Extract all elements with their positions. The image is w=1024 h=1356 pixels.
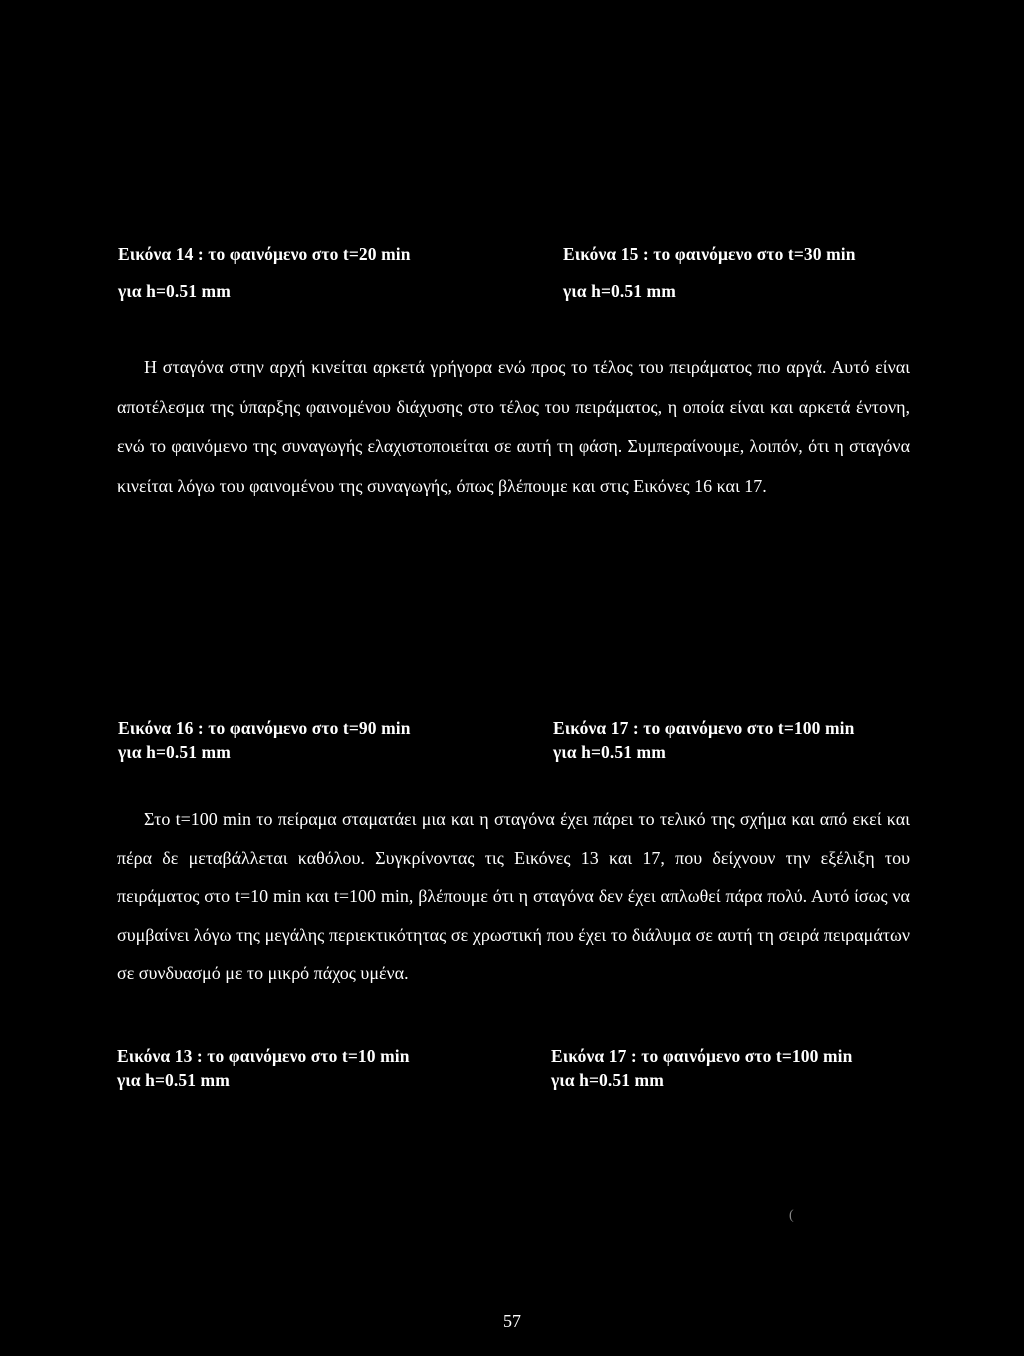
figure-15-caption-params: για h=0.51 mm (563, 281, 676, 301)
figure-14-caption-params: για h=0.51 mm (118, 281, 231, 301)
stray-mark: ( (789, 1208, 794, 1223)
figure-17-caption-params: για h=0.51 mm (553, 742, 666, 762)
figure-17-caption-title: Εικόνα 17 : το φαινόμενο στο t=100 min (553, 718, 855, 738)
figure-15-caption (563, 242, 856, 303)
figure-17-caption (553, 716, 854, 764)
figure-14-caption-title: Εικόνα 14 : το φαινόμενο στο t=20 min (118, 244, 411, 264)
figure-13-caption (117, 1044, 410, 1092)
paragraph-drop-motion: Η σταγόνα στην αρχή κινείται αρκετά γρήγορα ενώ προς το τέλος του πειράματος πιο αργά. Αυτό είναι αποτέλεσμα της ύπαρξης φαινομένου διάχυσης στο τέλος του πειράματος, η οποία είναι και αρκετά έντονη, ενώ το φαινόμενο της συναγωγής ελαχιστοποιείται σε αυτή τη φάση. Συμπεραίνουμε, λοιπόν, ότι η σταγόνα κινείται λόγω του φαινομένου της συναγωγής, όπως βλέπουμε και στις Εικόνες 16 και 17. (117, 357, 910, 496)
figure-14-caption (118, 242, 411, 303)
figure-16-caption-title: Εικόνα 16 : το φαινόμενο στο t=90 min (118, 718, 411, 738)
figure-13-caption-params: για h=0.51 mm (117, 1070, 230, 1090)
figure-17-comparison-caption-params: για h=0.51 mm (551, 1070, 664, 1090)
figure-13-caption-title: Εικόνα 13 : το φαινόμενο στο t=10 min (117, 1046, 410, 1066)
figure-17-comparison-caption (551, 1044, 852, 1092)
figure-15-caption-title: Εικόνα 15 : το φαινόμενο στο t=30 min (563, 244, 856, 264)
figure-17-comparison-caption-title: Εικόνα 17 : το φαινόμενο στο t=100 min (551, 1046, 853, 1066)
figure-16-caption-params: για h=0.51 mm (118, 742, 231, 762)
figure-16-caption (118, 716, 411, 764)
page-number: 57 (503, 1311, 521, 1331)
paragraph-experiment-end: Στο t=100 min το πείραμα σταματάει μια και η σταγόνα έχει πάρει το τελικό της σχήμα και από εκεί και πέρα δε μεταβάλλεται καθόλου. Συγκρίνοντας τις Εικόνες 13 και 17, που δείχνουν την εξέλιξη του πειράματος στο t=10 min και t=100 min, βλέπουμε ότι η σταγόνα δεν έχει απλωθεί πάρα πολύ. Αυτό ίσως να συμβαίνει λόγω της μεγάλης περιεκτικότητας σε χρωστική που έχει το διάλυμα σε αυτή τη σειρά πειραμάτων σε συνδυασμό με το μικρό πάχος υμένα. (117, 809, 910, 983)
